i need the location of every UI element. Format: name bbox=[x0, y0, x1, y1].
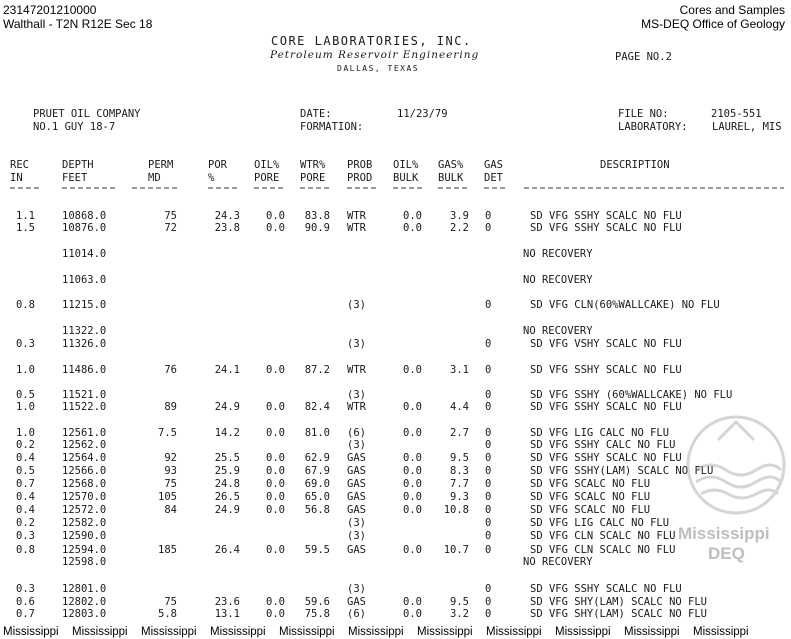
column-header: IN bbox=[10, 172, 23, 184]
cell-perm: 105 bbox=[158, 491, 177, 503]
cell-rec: 0.7 bbox=[16, 478, 35, 490]
table-row bbox=[0, 210, 791, 222]
cell-oil-bulk: 0.0 bbox=[403, 608, 422, 620]
cell-por: 14.2 bbox=[214, 427, 240, 439]
column-header: BULK bbox=[438, 172, 464, 184]
cell-rec: 0.4 bbox=[16, 491, 35, 503]
cell-perm: 84 bbox=[164, 504, 177, 516]
cell-rec: 0.4 bbox=[16, 452, 35, 464]
cell-perm: 5.8 bbox=[158, 608, 177, 620]
cell-depth: 12564.0 bbox=[62, 452, 107, 464]
cell-gas-det: 0 bbox=[485, 596, 492, 608]
table-row bbox=[0, 583, 791, 595]
cell-perm: 76 bbox=[164, 364, 177, 376]
cell-oil-bulk: 0.0 bbox=[403, 504, 422, 516]
cell-gas-det: 0 bbox=[485, 338, 492, 350]
date-label: DATE: bbox=[300, 108, 332, 120]
cell-rec: 1.0 bbox=[16, 427, 35, 439]
cell-gas-det: 0 bbox=[485, 478, 492, 490]
cell-description: SD VFG SSHY CALC NO FLU bbox=[530, 439, 676, 451]
cell-gas-det: 0 bbox=[485, 222, 492, 234]
cell-oil-pore: 0.0 bbox=[266, 222, 285, 234]
cell-perm: 89 bbox=[164, 401, 177, 413]
table-row bbox=[0, 325, 791, 337]
footer-word: Mississippi bbox=[3, 626, 59, 638]
cell-oil-pore: 0.0 bbox=[266, 427, 285, 439]
cell-description: NO RECOVERY bbox=[523, 325, 593, 337]
watermark-deq: DEQ bbox=[708, 544, 745, 563]
cell-prod: (3) bbox=[347, 299, 366, 311]
watermark-mississippi: Mississippi bbox=[678, 524, 770, 543]
cell-gas-det: 0 bbox=[485, 401, 492, 413]
cell-gas-det: 0 bbox=[485, 491, 492, 503]
cell-depth: 12562.0 bbox=[62, 439, 107, 451]
cell-gas-bulk: 3.1 bbox=[450, 364, 469, 376]
cell-prod: GAS bbox=[347, 504, 366, 516]
office-label: MS-DEQ Office of Geology bbox=[641, 17, 785, 31]
cell-description: SD VFG SSHY SCALC NO FLU bbox=[530, 401, 682, 413]
date-value: 11/23/79 bbox=[397, 108, 448, 120]
column-header: OIL% bbox=[393, 159, 419, 171]
cell-rec: 0.8 bbox=[16, 544, 35, 556]
cell-por: 25.9 bbox=[214, 465, 240, 477]
cell-depth: 11322.0 bbox=[62, 325, 107, 337]
cell-description: SD VFG SCALC NO FLU bbox=[530, 491, 651, 503]
cell-rec: 0.5 bbox=[16, 465, 35, 477]
column-header: REC bbox=[10, 159, 29, 171]
cell-rec: 1.0 bbox=[16, 401, 35, 413]
cell-prod: (3) bbox=[347, 439, 366, 451]
cell-description: SD VFG LIG CALC NO FLU bbox=[530, 427, 670, 439]
column-header: WTR% bbox=[300, 159, 326, 171]
cell-description: SD VFG SSHY SCALC NO FLU bbox=[530, 583, 682, 595]
table-row bbox=[0, 222, 791, 234]
cell-prod: WTR bbox=[347, 210, 366, 222]
table-row bbox=[0, 338, 791, 350]
cell-gas-det: 0 bbox=[485, 544, 492, 556]
cell-prod: WTR bbox=[347, 364, 366, 376]
header-dash-rule bbox=[0, 186, 791, 190]
cell-description: SD VFG LIG CALC NO FLU bbox=[530, 517, 670, 529]
footer-word: Mississippi bbox=[417, 626, 473, 638]
footer-banner bbox=[0, 625, 791, 639]
cell-oil-bulk: 0.0 bbox=[403, 596, 422, 608]
cell-wtr-pore: 67.9 bbox=[304, 465, 330, 477]
footer-word: Mississippi bbox=[693, 626, 749, 638]
column-header: PORE bbox=[300, 172, 326, 184]
cell-rec: 0.2 bbox=[16, 439, 35, 451]
cell-oil-bulk: 0.0 bbox=[403, 478, 422, 490]
cell-depth: 12561.0 bbox=[62, 427, 107, 439]
column-header: MD bbox=[148, 172, 161, 184]
cell-por: 26.4 bbox=[214, 544, 240, 556]
column-header: BULK bbox=[393, 172, 419, 184]
cell-por: 24.1 bbox=[214, 364, 240, 376]
cell-depth: 11486.0 bbox=[62, 364, 107, 376]
cell-wtr-pore: 59.6 bbox=[304, 596, 330, 608]
cell-por: 23.8 bbox=[214, 222, 240, 234]
cell-prod: GAS bbox=[347, 452, 366, 464]
cell-gas-bulk: 3.2 bbox=[450, 608, 469, 620]
cell-depth: 12566.0 bbox=[62, 465, 107, 477]
cell-description: SD VFG SCALC NO FLU bbox=[530, 504, 651, 516]
formation-label: FORMATION: bbox=[300, 121, 364, 133]
column-header: DEPTH bbox=[62, 159, 94, 171]
cell-por: 26.5 bbox=[214, 491, 240, 503]
cell-prod: (3) bbox=[347, 583, 366, 595]
cell-wtr-pore: 81.0 bbox=[304, 427, 330, 439]
table-row bbox=[0, 299, 791, 311]
table-row bbox=[0, 608, 791, 620]
cell-gas-det: 0 bbox=[485, 364, 492, 376]
cell-gas-det: 0 bbox=[485, 427, 492, 439]
cell-gas-bulk: 3.9 bbox=[450, 210, 469, 222]
table-row bbox=[0, 364, 791, 376]
table-header-row-2 bbox=[0, 172, 791, 184]
column-header: GAS% bbox=[438, 159, 464, 171]
table-header-row-1 bbox=[0, 159, 791, 171]
footer-word: Mississippi bbox=[141, 626, 197, 638]
column-header: FEET bbox=[62, 172, 88, 184]
cell-oil-bulk: 0.0 bbox=[403, 491, 422, 503]
table-row bbox=[0, 248, 791, 260]
cell-oil-pore: 0.0 bbox=[266, 465, 285, 477]
cell-depth: 12590.0 bbox=[62, 530, 107, 542]
cell-oil-pore: 0.0 bbox=[266, 504, 285, 516]
cell-description: SD VFG SSHY SCALC NO FLU bbox=[530, 222, 682, 234]
cell-prod: GAS bbox=[347, 478, 366, 490]
cell-depth: 12802.0 bbox=[62, 596, 107, 608]
cell-rec: 0.2 bbox=[16, 517, 35, 529]
column-header: POR bbox=[208, 159, 227, 171]
cell-gas-det: 0 bbox=[485, 465, 492, 477]
cell-description: NO RECOVERY bbox=[523, 248, 593, 260]
cell-description: NO RECOVERY bbox=[523, 556, 593, 568]
cell-oil-bulk: 0.0 bbox=[403, 364, 422, 376]
cell-rec: 0.5 bbox=[16, 389, 35, 401]
cell-gas-bulk: 2.2 bbox=[450, 222, 469, 234]
column-header: PROB bbox=[347, 159, 373, 171]
cell-gas-bulk: 8.3 bbox=[450, 465, 469, 477]
cell-oil-bulk: 0.0 bbox=[403, 210, 422, 222]
cell-oil-bulk: 0.0 bbox=[403, 427, 422, 439]
api-number: 23147201210000 bbox=[3, 3, 97, 17]
cell-depth: 12598.0 bbox=[62, 556, 107, 568]
cell-description: SD VFG SHY(LAM) SCALC NO FLU bbox=[530, 596, 708, 608]
company-subtitle: Petroleum Reservoir Engineering bbox=[270, 49, 480, 61]
cell-rec: 1.1 bbox=[16, 210, 35, 222]
cell-depth: 11014.0 bbox=[62, 248, 107, 260]
file-no-value: 2105-551 bbox=[711, 108, 762, 120]
cell-prod: GAS bbox=[347, 465, 366, 477]
cell-oil-pore: 0.0 bbox=[266, 608, 285, 620]
company-city: DALLAS, TEXAS bbox=[337, 64, 420, 73]
company-name: CORE LABORATORIES, INC. bbox=[271, 34, 472, 48]
footer-word: Mississippi bbox=[624, 626, 680, 638]
cell-rec: 1.0 bbox=[16, 364, 35, 376]
column-header: DET bbox=[484, 172, 503, 184]
footer-word: Mississippi bbox=[348, 626, 404, 638]
cell-oil-bulk: 0.0 bbox=[403, 222, 422, 234]
cell-gas-det: 0 bbox=[485, 389, 492, 401]
cell-depth: 12801.0 bbox=[62, 583, 107, 595]
cell-description: SD VFG VSHY SCALC NO FLU bbox=[530, 338, 682, 350]
cell-oil-bulk: 0.0 bbox=[403, 465, 422, 477]
cell-description: SD VFG SSHY(LAM) SCALC NO FLU bbox=[530, 465, 714, 477]
cell-depth: 11215.0 bbox=[62, 299, 107, 311]
cell-rec: 1.5 bbox=[16, 222, 35, 234]
cell-depth: 12803.0 bbox=[62, 608, 107, 620]
cell-description: NO RECOVERY bbox=[523, 274, 593, 286]
cell-prod: GAS bbox=[347, 491, 366, 503]
cell-oil-pore: 0.0 bbox=[266, 401, 285, 413]
cell-rec: 0.8 bbox=[16, 299, 35, 311]
cell-description: SD VFG SSHY SCALC NO FLU bbox=[530, 452, 682, 464]
cell-depth: 12582.0 bbox=[62, 517, 107, 529]
cell-oil-bulk: 0.0 bbox=[403, 544, 422, 556]
cell-depth: 10876.0 bbox=[62, 222, 107, 234]
cell-oil-pore: 0.0 bbox=[266, 210, 285, 222]
laboratory-value: LAUREL, MIS bbox=[712, 121, 782, 133]
cell-gas-det: 0 bbox=[485, 439, 492, 451]
cell-perm: 75 bbox=[164, 596, 177, 608]
cell-gas-det: 0 bbox=[485, 210, 492, 222]
cell-gas-bulk: 2.7 bbox=[450, 427, 469, 439]
cell-wtr-pore: 75.8 bbox=[304, 608, 330, 620]
cell-depth: 12572.0 bbox=[62, 504, 107, 516]
cell-prod: (3) bbox=[347, 517, 366, 529]
file-no-label: FILE NO: bbox=[618, 108, 669, 120]
cell-perm: 75 bbox=[164, 478, 177, 490]
cell-gas-bulk: 7.7 bbox=[450, 478, 469, 490]
cell-gas-det: 0 bbox=[485, 504, 492, 516]
cell-prod: WTR bbox=[347, 222, 366, 234]
cell-perm: 7.5 bbox=[158, 427, 177, 439]
cell-depth: 11522.0 bbox=[62, 401, 107, 413]
cell-prod: (6) bbox=[347, 427, 366, 439]
column-header: PROD bbox=[347, 172, 373, 184]
cell-wtr-pore: 87.2 bbox=[304, 364, 330, 376]
cell-por: 24.3 bbox=[214, 210, 240, 222]
cell-prod: (3) bbox=[347, 338, 366, 350]
cell-oil-bulk: 0.0 bbox=[403, 452, 422, 464]
cell-rec: 0.3 bbox=[16, 530, 35, 542]
cell-wtr-pore: 69.0 bbox=[304, 478, 330, 490]
cell-oil-pore: 0.0 bbox=[266, 452, 285, 464]
cell-description: SD VFG SHY(LAM) SCALC NO FLU bbox=[530, 608, 708, 620]
column-header: DESCRIPTION bbox=[600, 159, 670, 171]
laboratory-label: LABORATORY: bbox=[618, 121, 688, 133]
cell-gas-det: 0 bbox=[485, 530, 492, 542]
table-row bbox=[0, 274, 791, 286]
cell-description: SD VFG CLN(60%WALLCAKE) NO FLU bbox=[530, 299, 720, 311]
cell-gas-bulk: 10.7 bbox=[443, 544, 469, 556]
cell-wtr-pore: 65.0 bbox=[304, 491, 330, 503]
cell-gas-det: 0 bbox=[485, 608, 492, 620]
column-header: GAS bbox=[484, 159, 503, 171]
cell-oil-bulk: 0.0 bbox=[403, 401, 422, 413]
cell-description: SD VFG CLN SCALC NO FLU bbox=[530, 544, 676, 556]
cell-depth: 12594.0 bbox=[62, 544, 107, 556]
column-header: OIL% bbox=[254, 159, 280, 171]
cell-gas-det: 0 bbox=[485, 299, 492, 311]
cell-oil-pore: 0.0 bbox=[266, 478, 285, 490]
cell-depth: 12568.0 bbox=[62, 478, 107, 490]
cell-oil-pore: 0.0 bbox=[266, 364, 285, 376]
column-header: PERM bbox=[148, 159, 174, 171]
footer-word: Mississippi bbox=[72, 626, 128, 638]
cell-perm: 185 bbox=[158, 544, 177, 556]
cell-gas-bulk: 9.5 bbox=[450, 596, 469, 608]
cell-prod: (3) bbox=[347, 389, 366, 401]
well-name: NO.1 GUY 18-7 bbox=[33, 121, 116, 133]
cell-description: SD VFG SCALC NO FLU bbox=[530, 478, 651, 490]
cell-perm: 75 bbox=[164, 210, 177, 222]
cell-oil-pore: 0.0 bbox=[266, 491, 285, 503]
cell-gas-bulk: 4.4 bbox=[450, 401, 469, 413]
cell-gas-bulk: 9.5 bbox=[450, 452, 469, 464]
cell-gas-det: 0 bbox=[485, 583, 492, 595]
cell-wtr-pore: 56.8 bbox=[304, 504, 330, 516]
column-header: PORE bbox=[254, 172, 280, 184]
footer-word: Mississippi bbox=[555, 626, 611, 638]
cell-rec: 0.6 bbox=[16, 596, 35, 608]
cell-oil-pore: 0.0 bbox=[266, 596, 285, 608]
cell-por: 23.6 bbox=[214, 596, 240, 608]
cell-wtr-pore: 82.4 bbox=[304, 401, 330, 413]
cell-depth: 11063.0 bbox=[62, 274, 107, 286]
cell-prod: GAS bbox=[347, 544, 366, 556]
footer-word: Mississippi bbox=[210, 626, 266, 638]
cell-prod: (6) bbox=[347, 608, 366, 620]
cell-por: 25.5 bbox=[214, 452, 240, 464]
cell-rec: 0.7 bbox=[16, 608, 35, 620]
well-location: Walthall - T2N R12E Sec 18 bbox=[3, 17, 153, 31]
footer-word: Mississippi bbox=[486, 626, 542, 638]
cell-gas-bulk: 10.8 bbox=[443, 504, 469, 516]
cell-rec: 0.3 bbox=[16, 583, 35, 595]
cell-prod: GAS bbox=[347, 596, 366, 608]
cell-por: 24.9 bbox=[214, 504, 240, 516]
cell-prod: (3) bbox=[347, 530, 366, 542]
cell-depth: 11326.0 bbox=[62, 338, 107, 350]
cell-depth: 11521.0 bbox=[62, 389, 107, 401]
operator-name: PRUET OIL COMPANY bbox=[33, 108, 141, 120]
cell-gas-bulk: 9.3 bbox=[450, 491, 469, 503]
cell-description: SD VFG SSHY (60%WALLCAKE) NO FLU bbox=[530, 389, 733, 401]
table-row bbox=[0, 596, 791, 608]
cell-perm: 72 bbox=[164, 222, 177, 234]
cell-perm: 93 bbox=[164, 465, 177, 477]
cell-wtr-pore: 59.5 bbox=[304, 544, 330, 556]
cell-gas-det: 0 bbox=[485, 517, 492, 529]
cell-depth: 10868.0 bbox=[62, 210, 107, 222]
cell-por: 24.9 bbox=[214, 401, 240, 413]
collection-label: Cores and Samples bbox=[679, 3, 785, 17]
cell-description: SD VFG CLN SCALC NO FLU bbox=[530, 530, 676, 542]
table-row bbox=[0, 389, 791, 401]
cell-description: SD VFG SSHY SCALC NO FLU bbox=[530, 210, 682, 222]
cell-gas-det: 0 bbox=[485, 452, 492, 464]
cell-wtr-pore: 90.9 bbox=[304, 222, 330, 234]
cell-prod: WTR bbox=[347, 401, 366, 413]
cell-por: 24.8 bbox=[214, 478, 240, 490]
cell-depth: 12570.0 bbox=[62, 491, 107, 503]
cell-wtr-pore: 83.8 bbox=[304, 210, 330, 222]
cell-rec: 0.4 bbox=[16, 504, 35, 516]
footer-word: Mississippi bbox=[279, 626, 335, 638]
cell-perm: 92 bbox=[164, 452, 177, 464]
page-number: PAGE NO.2 bbox=[615, 51, 672, 63]
cell-por: 13.1 bbox=[214, 608, 240, 620]
cell-rec: 0.3 bbox=[16, 338, 35, 350]
cell-oil-pore: 0.0 bbox=[266, 544, 285, 556]
cell-description: SD VFG SSHY SCALC NO FLU bbox=[530, 364, 682, 376]
cell-wtr-pore: 62.9 bbox=[304, 452, 330, 464]
column-header: % bbox=[208, 172, 215, 184]
